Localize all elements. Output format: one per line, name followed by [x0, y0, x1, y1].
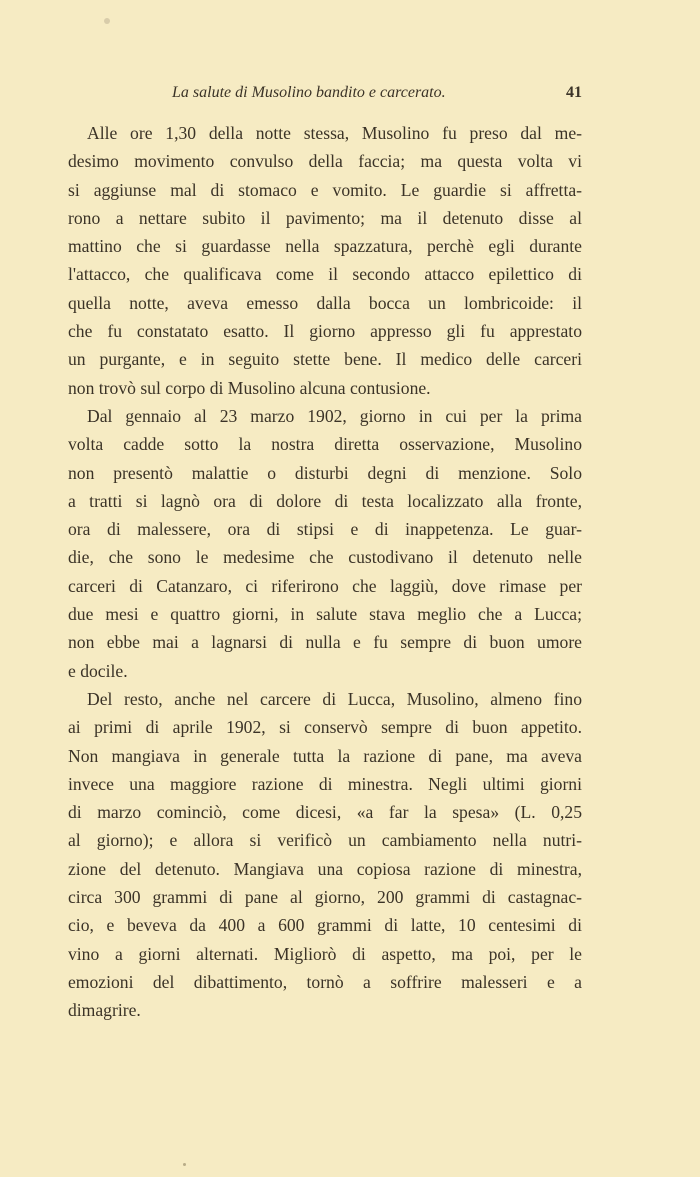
page-number: 41 [566, 84, 582, 101]
text-line: emozioni del dibattimento, tornò a soffrire malesseri e a [68, 971, 582, 992]
text-line: Non mangiava in generale tutta la razione di pane, ma aveva [68, 745, 582, 766]
text-line: quella notte, aveva emesso dalla bocca un lombricoide: il [68, 292, 582, 313]
running-title: La salute di Musolino bandito e carcerato. [172, 84, 446, 101]
page-body [68, 119, 582, 1025]
text-line: non trovò sul corpo di Musolino alcuna contusione. [68, 377, 431, 398]
text-line: e docile. [68, 660, 128, 681]
text-line: Del resto, anche nel carcere di Lucca, Musolino, almeno fino [87, 688, 582, 709]
text-line: di marzo cominciò, come dicesi, «a far la spesa» (L. 0,25 [68, 802, 582, 823]
text-line: desimo movimento convulso della faccia; ma questa volta vi [68, 151, 582, 172]
text-line: carceri di Catanzaro, ci riferirono che laggiù, dove rimase per [68, 575, 582, 596]
text-line: invece una maggiore razione di minestra. Negli ultimi giorni [68, 773, 582, 794]
text-line: l'attacco, che qualificava come il secondo attacco epilettico di [68, 264, 582, 285]
text-line: un purgante, e in seguito stette bene. Il medico delle carceri [68, 349, 582, 370]
paragraph [68, 119, 582, 402]
text-line: circa 300 grammi di pane al giorno, 200 grammi di castagnac- [68, 887, 582, 908]
text-line: al giorno); e allora si verificò un cambiamento nella nutri- [68, 830, 582, 851]
text-line: Alle ore 1,30 della notte stessa, Musolino fu preso dal me- [87, 123, 582, 143]
text-line: ora di malessere, ora di stipsi e di inappetenza. Le guar- [68, 519, 582, 540]
text-line: zione del detenuto. Mangiava una copiosa razione di minestra, [68, 858, 582, 879]
text-line: si aggiunse mal di stomaco e vomito. Le guardie si affretta- [68, 179, 582, 200]
text-line: che fu constatato esatto. Il giorno appresso gli fu apprestato [68, 321, 582, 342]
running-header [68, 84, 582, 108]
text-line: volta cadde sotto la nostra diretta osservazione, Musolino [68, 434, 582, 455]
paragraph [68, 685, 582, 1025]
text-line: Dal gennaio al 23 marzo 1902, giorno in cui per la prima [87, 405, 582, 426]
text-line: non presentò malattie o disturbi degni di menzione. Solo [68, 462, 582, 483]
text-line: a tratti si lagnò ora di dolore di testa localizzato alla fronte, [68, 490, 582, 511]
scan-speck [183, 1163, 186, 1166]
text-line: ai primi di aprile 1902, si conservò sempre di buon appetito. [68, 717, 582, 738]
text-line: die, che sono le medesime che custodivano il detenuto nelle [68, 547, 582, 568]
paragraph [68, 402, 582, 685]
text-line: due mesi e quattro giorni, in salute stava meglio che a Lucca; [68, 604, 582, 625]
text-line: non ebbe mai a lagnarsi di nulla e fu sempre di buon umore [68, 632, 582, 653]
scan-speck [104, 18, 110, 24]
text-line: dimagrire. [68, 1000, 141, 1021]
text-line: cio, e beveva da 400 a 600 grammi di latte, 10 centesimi di [68, 915, 582, 936]
text-line: mattino che si guardasse nella spazzatura, perchè egli durante [68, 236, 582, 257]
text-line: rono a nettare subito il pavimento; ma il detenuto disse al [68, 207, 582, 228]
text-line: vino a giorni alternati. Migliorò di aspetto, ma poi, per le [68, 943, 582, 964]
